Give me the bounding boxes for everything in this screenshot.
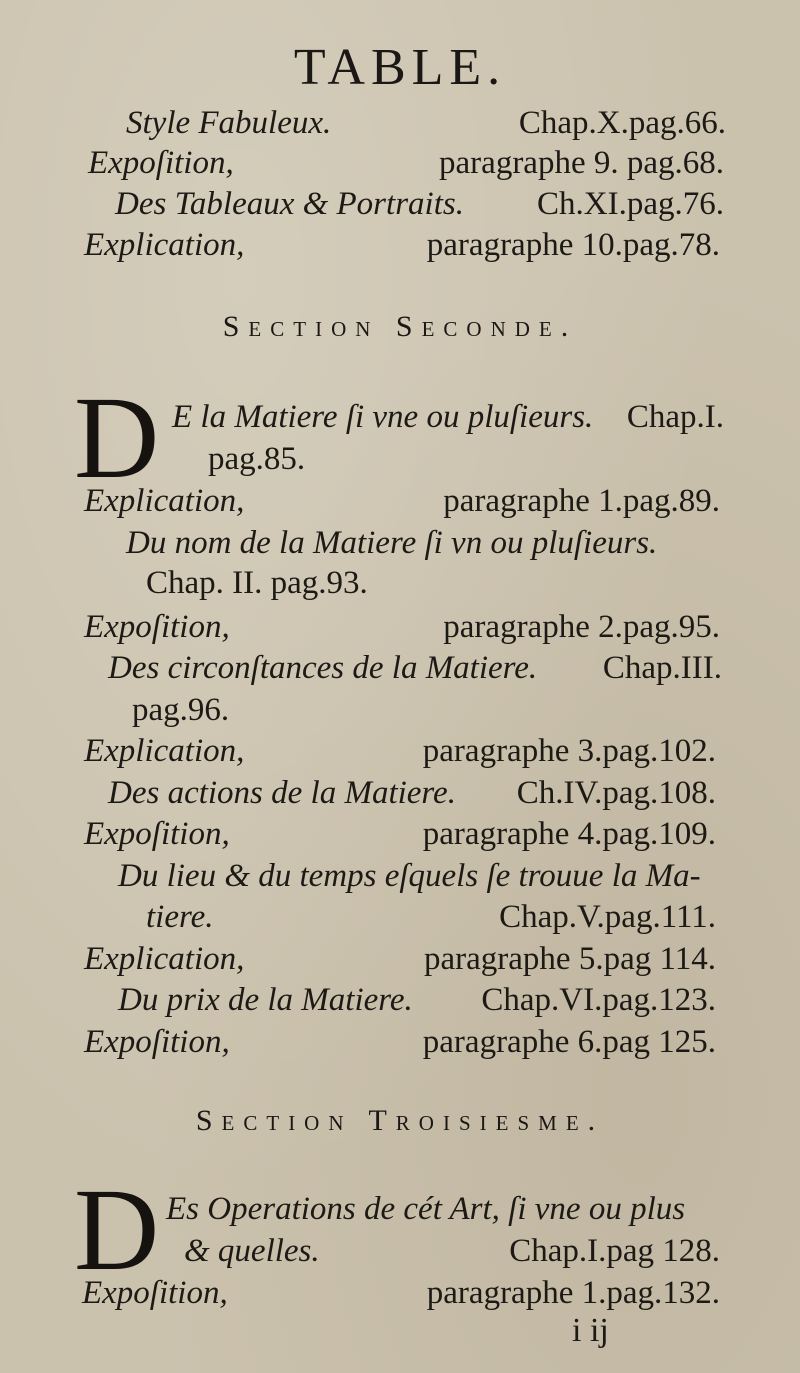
- toc-entry: [84, 222, 720, 268]
- toc-entry: [84, 936, 716, 982]
- entry-ref: paragraphe 1.pag.132.: [426, 1275, 720, 1311]
- entry-label: Expoſition,: [84, 816, 230, 852]
- entry-ref: paragraphe 3.pag.102.: [422, 733, 716, 769]
- entry-label: Es Operations de cét Art, ſi vne ou plus: [166, 1191, 686, 1227]
- entry-label: Des Tableaux & Portraits.: [115, 186, 464, 222]
- toc-entry: [118, 853, 718, 899]
- entry-label: Des circonſtances de la Matiere.: [108, 650, 538, 686]
- entry-label: & quelles.: [184, 1233, 320, 1269]
- entry-ref: Chap.VI.pag.123.: [481, 982, 716, 1018]
- entry-ref: paragraphe 4.pag.109.: [422, 816, 716, 852]
- entry-ref: Chap.I.: [626, 399, 724, 435]
- toc-entry: [115, 181, 724, 227]
- entry-continuation: Chap. II. pag.93.: [146, 565, 368, 601]
- toc-entry: [88, 140, 724, 186]
- section-heading: Section Troisiesme.: [195, 1104, 605, 1137]
- entry-ref: paragraphe 1.pag.89.: [443, 483, 720, 519]
- entry-label: Du nom de la Matiere ſi vn ou pluſieurs.: [126, 525, 658, 561]
- toc-entry: [84, 728, 716, 774]
- entry-label: Expoſition,: [84, 609, 230, 645]
- entry-label: Explication,: [84, 227, 245, 263]
- toc-entry: [84, 811, 716, 857]
- entry-label: tiere.: [146, 899, 214, 935]
- signature-mark: i ij: [572, 1312, 609, 1349]
- toc-entry: [82, 1270, 720, 1316]
- entry-label: Explication,: [84, 941, 245, 977]
- entry-ref: Chap.I.pag 128.: [509, 1233, 720, 1269]
- toc-entry: [166, 1186, 722, 1232]
- page-title: TABLE.: [293, 39, 507, 96]
- entry-ref: paragraphe 6.pag 125.: [422, 1024, 716, 1060]
- entry-label: Expoſition,: [84, 1024, 230, 1060]
- entry-ref: paragraphe 10.pag.78.: [426, 227, 720, 263]
- entry-ref: Ch.XI.pag.76.: [537, 186, 724, 222]
- entry-label: Style Fabuleux.: [126, 105, 332, 141]
- entry-ref: Chap.X.pag.66.: [518, 105, 726, 141]
- entry-ref: Ch.IV.pag.108.: [516, 775, 716, 811]
- entry-ref: Chap.III.: [602, 650, 722, 686]
- section-heading: Section Seconde.: [222, 310, 578, 343]
- toc-entry: [84, 604, 720, 650]
- entry-label: Des actions de la Matiere.: [108, 775, 456, 811]
- entry-label: Explication,: [84, 733, 245, 769]
- toc-entry: [108, 645, 722, 691]
- toc-entry: [84, 478, 720, 524]
- toc-entry: [172, 394, 724, 440]
- entry-label: Expoſition,: [88, 145, 234, 181]
- entry-ref: paragraphe 5.pag 114.: [424, 941, 716, 977]
- entry-continuation: pag.85.: [208, 441, 306, 477]
- entry-label: E la Matiere ſi vne ou pluſieurs.: [172, 399, 594, 435]
- toc-entry: [118, 977, 716, 1023]
- entry-label: Du lieu & du temps eſquels ſe trouue la Ma-: [118, 858, 701, 894]
- entry-label: Explication,: [84, 483, 245, 519]
- entry-ref: paragraphe 2.pag.95.: [443, 609, 720, 645]
- entry-label: Du prix de la Matiere.: [118, 982, 413, 1018]
- toc-entry: [84, 1019, 716, 1065]
- toc-entry: [146, 894, 716, 940]
- entry-label: Expoſition,: [82, 1275, 228, 1311]
- toc-entry: [108, 770, 716, 816]
- entry-ref: Chap.V.pag.111.: [499, 899, 716, 935]
- toc-entry: [184, 1228, 720, 1274]
- entry-ref: paragraphe 9. pag.68.: [439, 145, 724, 181]
- drop-cap: D: [74, 1164, 160, 1295]
- drop-cap: D: [74, 372, 160, 503]
- entry-continuation: pag.96.: [132, 692, 230, 728]
